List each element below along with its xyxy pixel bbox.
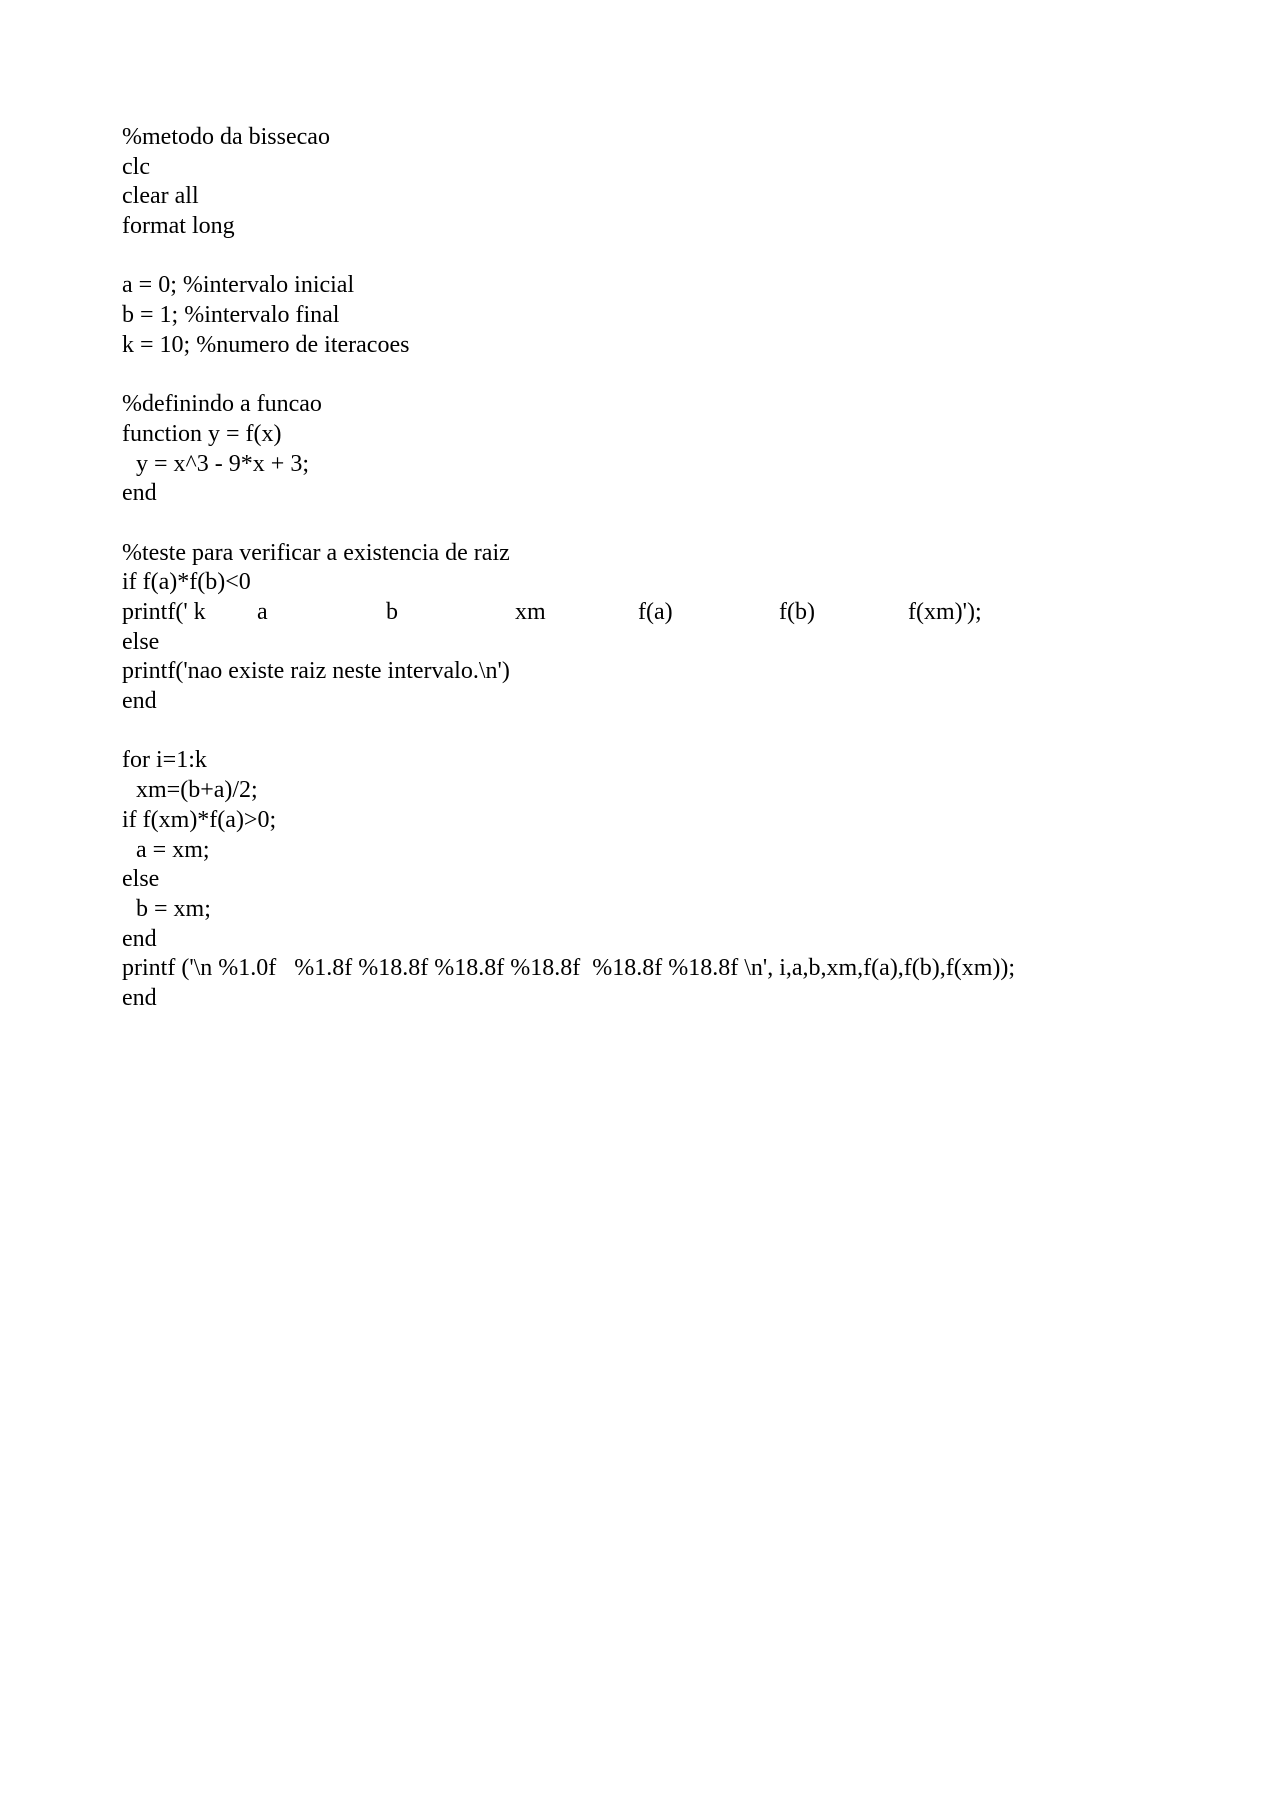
code-line-printf-header [122, 598, 1242, 628]
header-col-b: b [386, 599, 398, 625]
code-line-clc: clc [122, 153, 150, 180]
code-line-comment-function: %definindo a funcao [122, 391, 322, 418]
code-line-a-update: a = xm; [136, 836, 210, 863]
code-line-end: end [122, 925, 157, 952]
code-line-clear-all: clear all [122, 183, 199, 210]
code-line-format-long: format long [122, 213, 235, 240]
header-col-xm: xm [515, 599, 546, 625]
code-line-blank [122, 509, 1242, 539]
header-col-fb: f(b) [779, 599, 815, 625]
header-col-a: a [257, 599, 268, 625]
code-line-a-init: a = 0; %intervalo inicial [122, 272, 355, 299]
code-line-blank [122, 361, 1242, 391]
code-line-k-init: k = 10; %numero de iteracoes [122, 331, 410, 358]
code-line-blank [122, 717, 1242, 747]
header-col-k: printf(' k [122, 599, 206, 625]
code-line-function-def: function y = f(x) [122, 420, 282, 447]
code-line-if-sign: if f(xm)*f(a)>0; [122, 806, 277, 833]
header-col-fxm: f(xm)'); [908, 599, 982, 625]
code-line-end: end [122, 480, 157, 507]
code-line-xm-calc: xm=(b+a)/2; [136, 777, 258, 804]
header-col-fa: f(a) [638, 599, 673, 625]
code-line-printf-no-root: printf('nao existe raiz neste intervalo.\n') [122, 658, 510, 685]
code-line-function-body: y = x^3 - 9*x + 3; [136, 450, 309, 477]
code-line-end: end [122, 688, 157, 715]
code-line-printf-row: printf ('\n %1.0f %1.8f %18.8f %18.8f %18.8f %18.8f %18.8f \n', i,a,b,xm,f(a),f(b),f(xm)); [122, 955, 1016, 982]
code-line-blank [122, 242, 1242, 272]
code-listing [122, 123, 1242, 1014]
code-line-for-loop: for i=1:k [122, 747, 207, 774]
code-line-if-root: if f(a)*f(b)<0 [122, 569, 251, 596]
code-line-comment-title: %metodo da bissecao [122, 124, 330, 150]
code-line-else: else [122, 866, 160, 893]
code-line-else: else [122, 628, 160, 655]
code-line-end: end [122, 984, 157, 1011]
code-line-b-init: b = 1; %intervalo final [122, 302, 340, 329]
code-line-b-update: b = xm; [136, 895, 211, 922]
code-line-comment-test: %teste para verificar a existencia de raiz [122, 539, 510, 566]
